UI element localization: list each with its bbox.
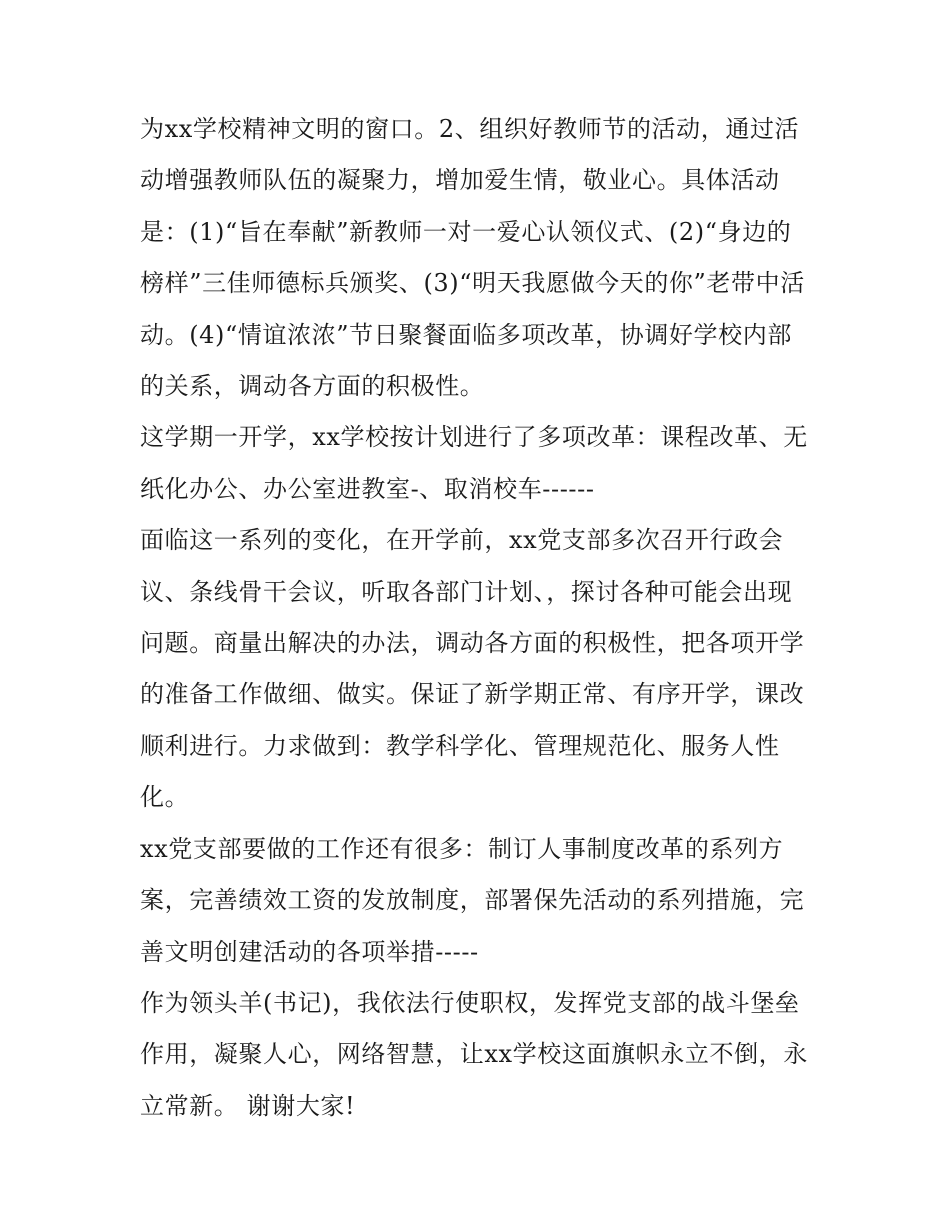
paragraph-4: xx党支部要做的工作还有很多：制订人事制度改革的系列方案，完善绩效工资的发放制度，部署保先活动的系列措施，完善文明创建活动的各项举措----- bbox=[140, 834, 805, 966]
paragraph-1: 为xx学校精神文明的窗口。2、组织好教师节的活动，通过活动增强教师队伍的凝聚力，增加爱生情，敬业心。具体活动是：(1)“旨在奉献”新教师一对一爱心认领仪式、(2)“身边的榜样”三佳师德标兵颁奖、(3)“明天我愿做今天的你”老带中活动。(4)“情谊浓浓”节日聚餐面临多项改革，协调好学校内部的关系，调动各方面的积极性。 bbox=[140, 115, 805, 401]
document-body bbox=[140, 104, 815, 1132]
paragraph-3: 面临这一系列的变化，在开学前，xx党支部多次召开行政会议、条线骨干会议，听取各部门计划、，探讨各种可能会出现问题。商量出解决的办法，调动各方面的积极性，把各项开学的准备工作做细、做实。保证了新学期正常、有序开学，课改顺利进行。力求做到：教学科学化、管理规范化、服务人性化。 bbox=[140, 526, 805, 812]
paragraph-5: 作为领头羊(书记)，我依法行使职权，发挥党支部的战斗堡垒作用，凝聚人心，网络智慧，让xx学校这面旗帜永立不倒，永立常新。 谢谢大家! bbox=[140, 988, 808, 1120]
paragraph-2: 这学期一开学，xx学校按计划进行了多项改革：课程改革、无纸化办公、办公室进教室-、取消校车------ bbox=[140, 423, 808, 503]
